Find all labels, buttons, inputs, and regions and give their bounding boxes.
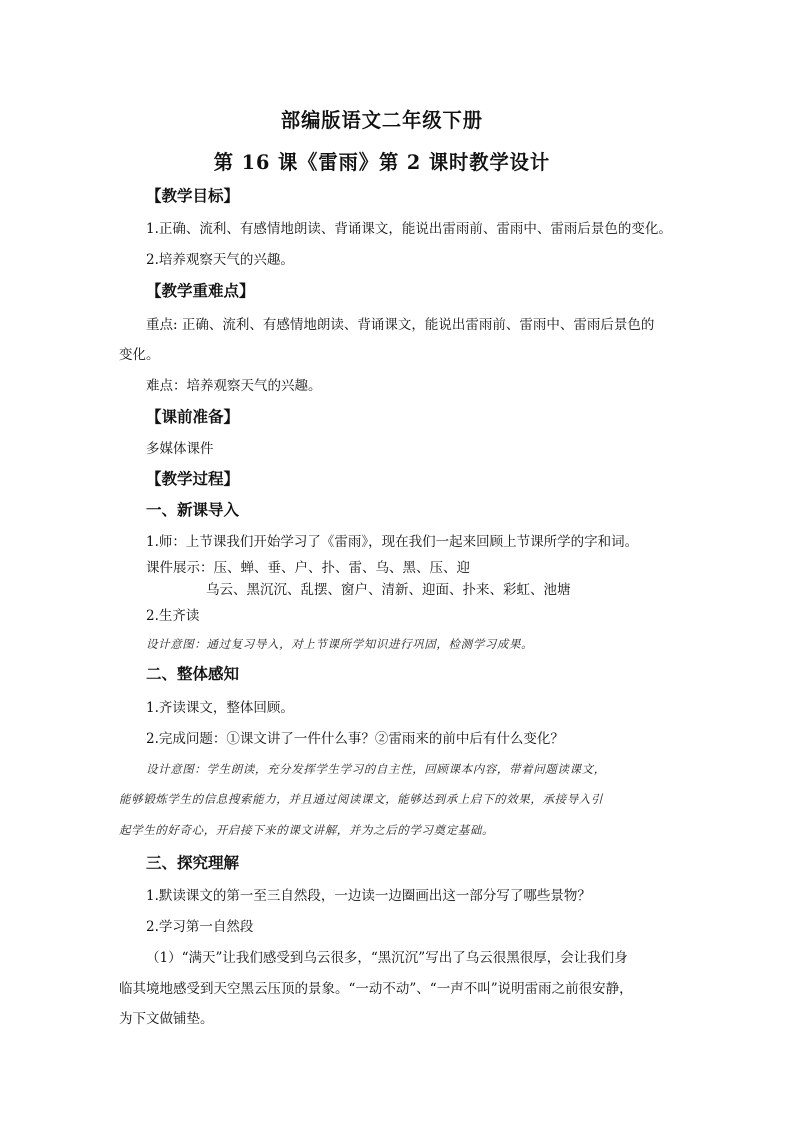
objectives-heading: 【教学目标】 [146, 186, 240, 205]
part-1-heading: 一、新课导入 [146, 500, 240, 519]
part-2-design-note-line-3: 起学生的好奇心，开启接下来的课文讲解，并为之后的学习奠定基础。 [119, 823, 495, 837]
keypoints-heading: 【教学重难点】 [146, 281, 255, 300]
prep-text: 多媒体课件 [146, 441, 214, 457]
part-3-item-2: 2.学习第一自然段 [146, 919, 254, 935]
part-1-item-2: 2.生齐读 [146, 608, 200, 624]
objective-2: 2.培养观察天气的兴趣。 [146, 252, 294, 268]
prep-heading: 【课前准备】 [146, 407, 240, 426]
part-3-paragraph-line-3: 为下文做铺垫。 [119, 1011, 214, 1027]
part-2-heading: 二、整体感知 [146, 664, 240, 683]
part-3-paragraph-line-1: （1）“满天”让我们感受到乌云很多，“黑沉沉”写出了乌云很黑很厚，会让我们身 [146, 950, 628, 966]
part-2-design-note-line-2: 能够锻炼学生的信息搜索能力，并且通过阅读课文，能够达到承上启下的效果，承接导入引 [119, 792, 603, 806]
part-1-design-note: 设计意图：通过复习导入，对上节课所学知识进行巩固，检测学习成果。 [146, 637, 534, 651]
part-3-paragraph-line-2: 临其境地感受到天空黑云压顶的景象。“一动不动”、“一声不叫”说明雷雨之前很安静， [119, 981, 633, 997]
difficult-point: 难点：培养观察天气的兴趣。 [146, 378, 322, 394]
part-2-item-1: 1.齐读课文，整体回顾。 [146, 700, 294, 716]
objective-1: 1.正确、流利、有感情地朗读、背诵课文，能说出雷雨前、雷雨中、雷雨后景色的变化。 [146, 221, 672, 237]
courseware-line-2: 乌云、黑沉沉、乱摆、窗户、清新、迎面、扑来、彩虹、池塘 [206, 582, 571, 598]
key-point-line-1: 重点: 正确、流利、有感情地朗读、背诵课文，能说出雷雨前、雷雨中、雷雨后景色的 [146, 317, 655, 333]
part-2-design-note-line-1: 设计意图：学生朗读，充分发挥学生学习的自主性，回顾课本内容，带着问题读课文， [146, 762, 606, 776]
process-heading: 【教学过程】 [146, 469, 240, 488]
courseware-line-1: 课件展示：压、蝉、垂、户、扑、雷、乌、黑、压、迎 [146, 560, 470, 576]
key-point-line-2: 变化。 [119, 347, 160, 363]
part-1-item-1: 1.师：上节课我们开始学习了《雷雨》，现在我们一起来回顾上节课所学的字和词。 [146, 534, 639, 550]
part-3-heading: 三、探究理解 [146, 853, 240, 872]
part-3-item-1: 1.默读课文的第一至三自然段，一边读一边圈画出这一部分写了哪些景物？ [146, 888, 591, 904]
document-title: 部编版语文二年级下册 [280, 108, 483, 132]
part-2-item-2: 2.完成问题：①课文讲了一件什么事？②雷雨来的前中后有什么变化？ [146, 731, 564, 747]
lesson-title: 第 16 课《雷雨》第 2 课时教学设计 [213, 150, 551, 174]
